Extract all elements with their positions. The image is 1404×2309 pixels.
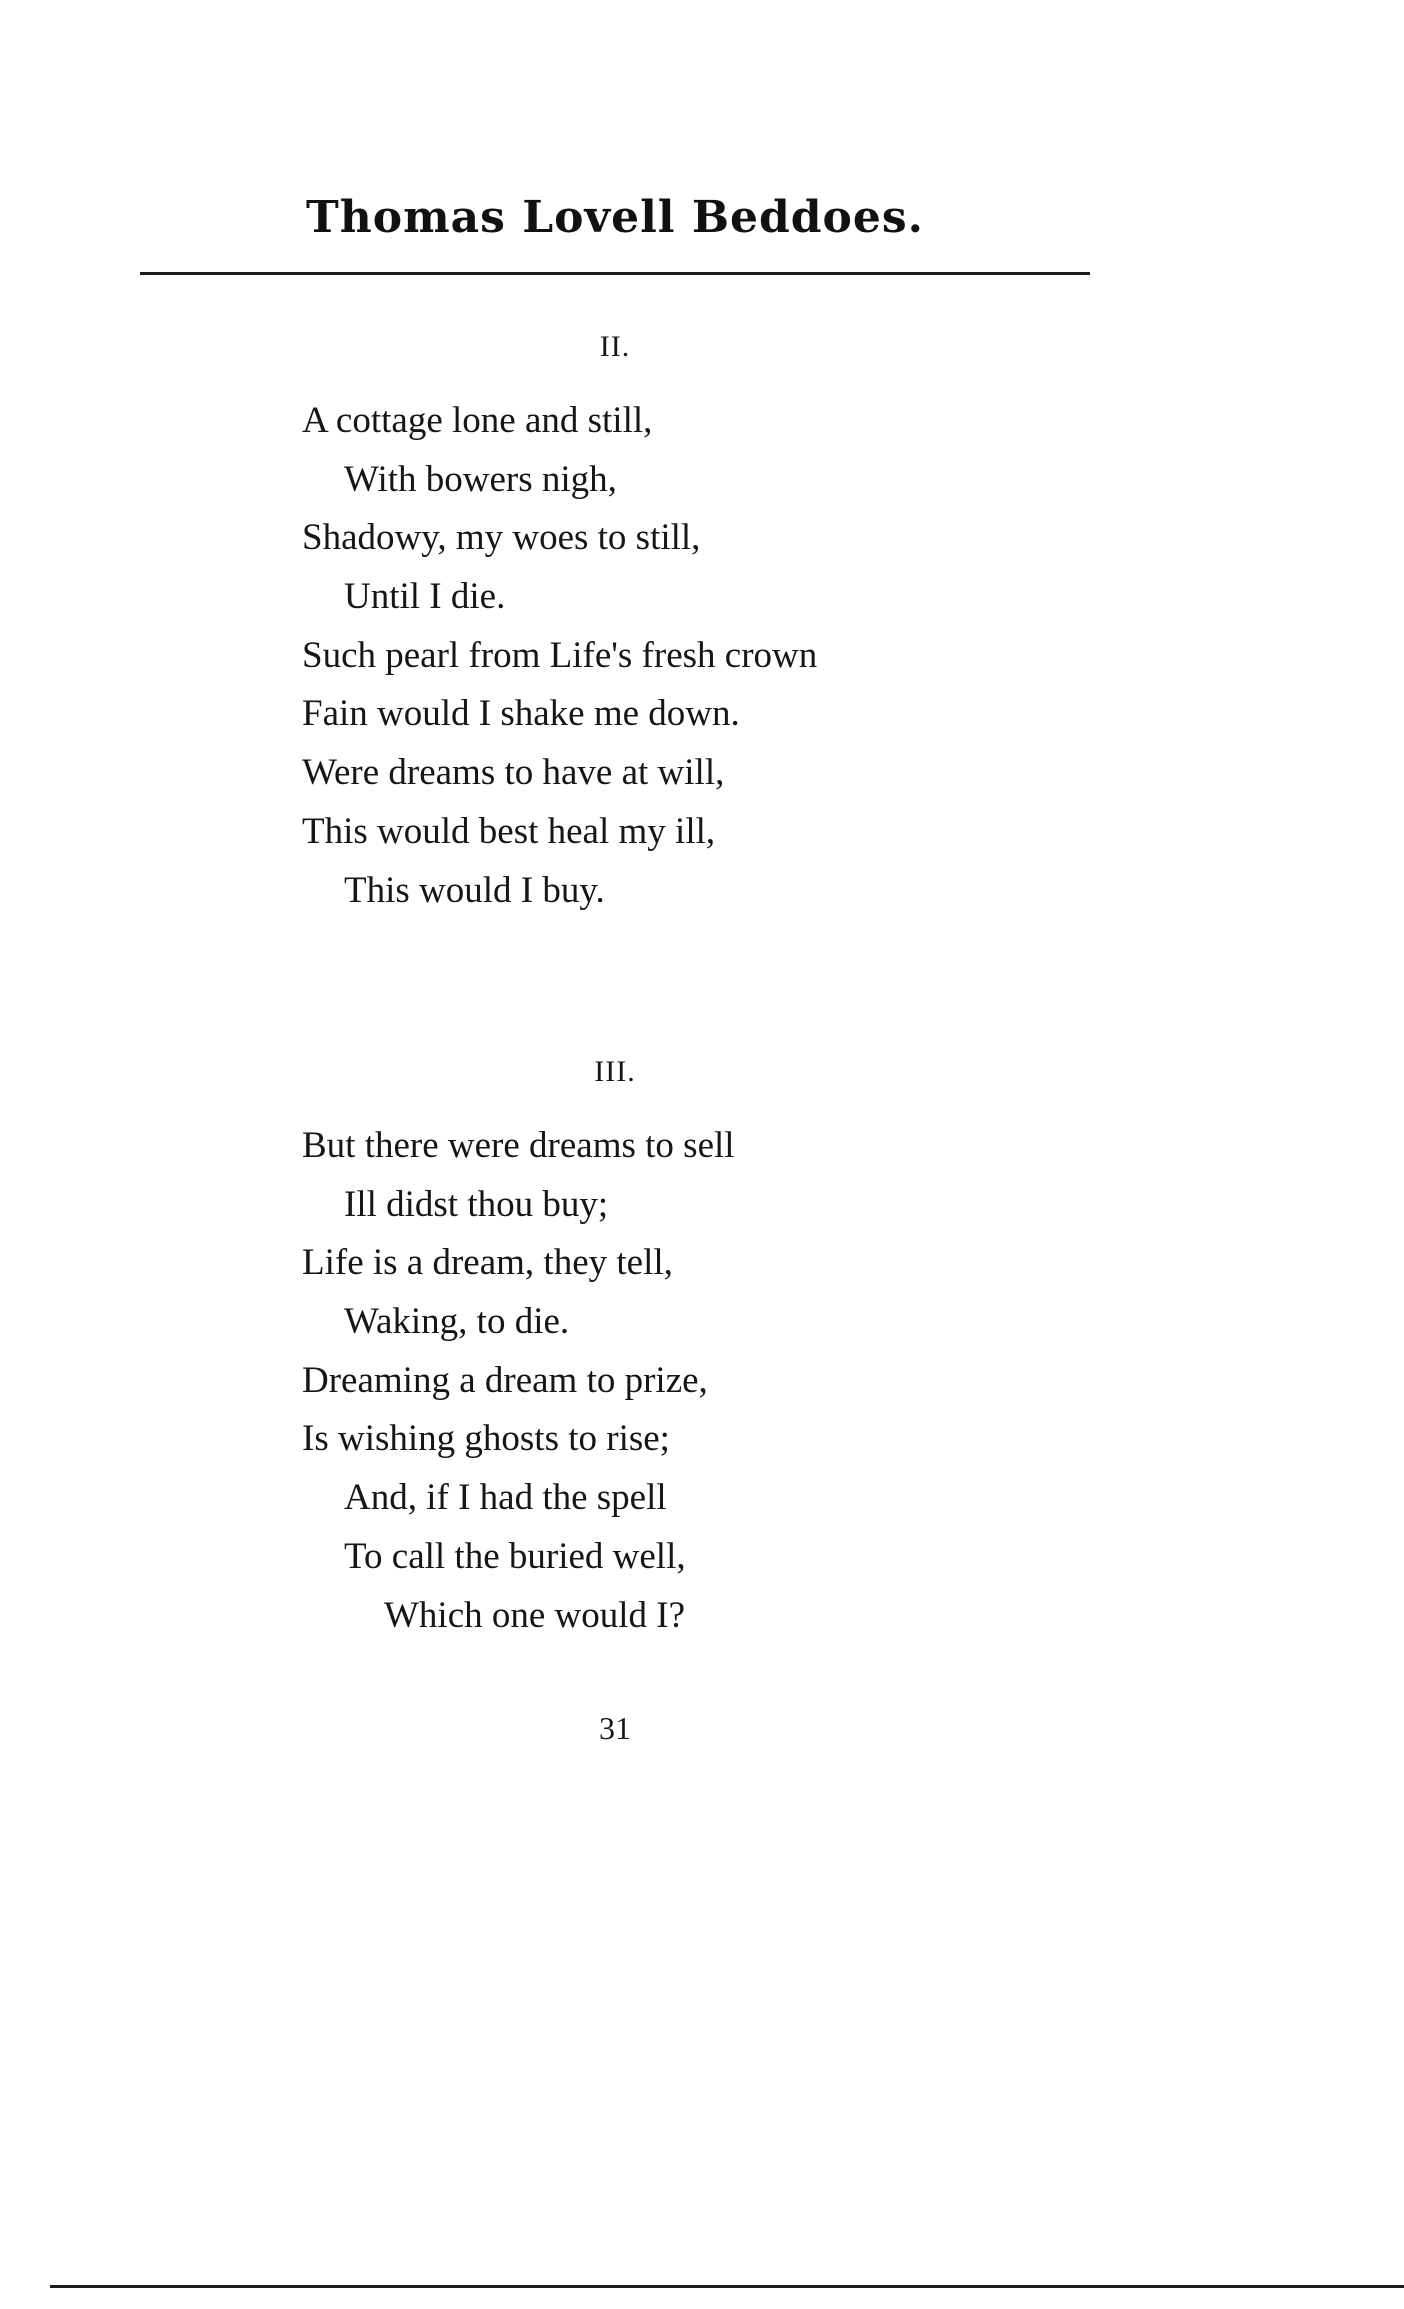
verse-line: With bowers nigh, xyxy=(344,458,617,500)
verse-line: Is wishing ghosts to rise; xyxy=(302,1418,670,1460)
verse-line: Fain would I shake me down. xyxy=(302,693,740,735)
stanza-3 xyxy=(302,1117,1102,1645)
bottom-rule xyxy=(50,2285,1404,2288)
page-number: 31 xyxy=(599,1710,631,1746)
verse-line: And, if I had the spell xyxy=(344,1477,667,1519)
section-numeral-3: III. xyxy=(594,1055,636,1088)
verse-line: A cottage lone and still, xyxy=(302,400,653,441)
stanza-2 xyxy=(302,392,1102,920)
verse-line: Which one would I? xyxy=(384,1594,686,1636)
verse-line: Life is a dream, they tell, xyxy=(302,1242,673,1284)
verse-line: Waking, to die. xyxy=(344,1301,570,1343)
header-rule xyxy=(140,272,1090,275)
verse-line: Such pearl from Life's fresh crown xyxy=(302,634,818,676)
verse-line: To call the buried well, xyxy=(344,1535,686,1577)
verse-line: This would best heal my ill, xyxy=(302,810,716,852)
verse-line: This would I buy. xyxy=(344,869,605,911)
verse-line: Were dreams to have at will, xyxy=(302,752,725,794)
verse-line: Dreaming a dream to prize, xyxy=(302,1359,708,1401)
verse-line: Until I die. xyxy=(344,576,506,618)
section-numeral-2: II. xyxy=(599,330,631,363)
verse-line: But there were dreams to sell xyxy=(302,1125,735,1166)
verse-line: Ill didst thou buy; xyxy=(344,1183,609,1225)
verse-line: Shadowy, my woes to still, xyxy=(302,517,701,559)
running-head-title: Thomas Lovell Beddoes. xyxy=(306,192,924,243)
